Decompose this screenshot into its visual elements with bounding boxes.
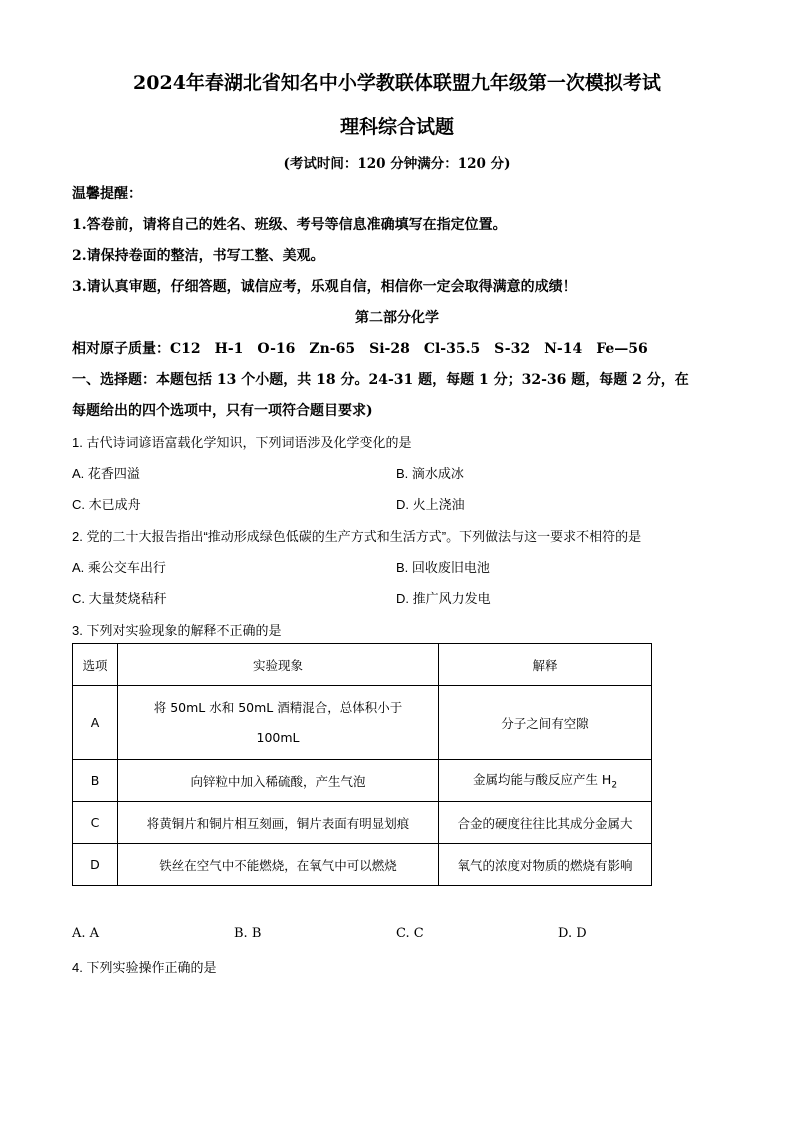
question-1-option-c: C. 木已成舟 — [72, 497, 141, 512]
table-row — [73, 802, 652, 844]
instructions-line-1: 一、选择题：本题包括 13 个小题，共 18 分。24-31 题，每题 1 分；32-36 题，每题 2 分，在 — [72, 372, 689, 388]
table-cell-explanation: 合金的硬度往往比其成分金属大 — [439, 802, 652, 844]
explanation-subscript: 2 — [611, 780, 618, 791]
table-cell-explanation: 分子之间有空隙 — [439, 686, 652, 760]
exam-subtitle: 理科综合试题 — [339, 116, 454, 138]
question-4-stem: 4. 下列实验操作正确的是 — [72, 960, 217, 975]
table-row — [73, 760, 652, 802]
question-3-option-b: B. B — [234, 926, 262, 941]
reminder-item-3: 3.请认真审题，仔细答题，诚信应考，乐观自信，相信你一定会取得满意的成绩！ — [72, 279, 577, 295]
question-3-table — [72, 643, 652, 886]
table-cell-option: A — [73, 686, 118, 760]
question-1-option-d: D. 火上浇油 — [396, 497, 465, 512]
table-row — [73, 686, 652, 760]
exam-info: (考试时间：120 分钟满分：120 分) — [283, 156, 511, 172]
section-title: 第二部分化学 — [355, 310, 439, 326]
question-2-option-c: C. 大量焚烧秸秆 — [72, 591, 167, 606]
question-1-option-b: B. 滴水成冰 — [396, 466, 464, 481]
question-3-stem: 3. 下列对实验现象的解释不正确的是 — [72, 623, 282, 638]
table-cell-phenomenon: 向锌粒中加入稀硫酸，产生气泡 — [118, 760, 439, 802]
atomic-masses: 相对原子质量：C12 H-1 O-16 Zn-65 Si-28 Cl-35.5 S-32 N-14 Fe—56 — [72, 341, 648, 357]
phenomenon-line-2: 100mL — [256, 729, 300, 745]
reminder-item-1: 1.答卷前，请将自己的姓名、班级、考号等信息准确填写在指定位置。 — [72, 217, 507, 233]
question-2-stem: 2. 党的二十大报告指出“推动形成绿色低碳的生产方式和生活方式”。下列做法与这一要求不相符的是 — [72, 529, 642, 544]
table-header-row — [73, 644, 652, 686]
table-cell-explanation: 氧气的浓度对物质的燃烧有影响 — [439, 844, 652, 886]
explanation-text: 金属均能与酸反应产生 H — [472, 772, 612, 788]
table-cell-phenomenon: 铁丝在空气中不能燃烧，在氧气中可以燃烧 — [118, 844, 439, 886]
table-cell-option: D — [73, 844, 118, 886]
question-2-option-d: D. 推广风力发电 — [396, 591, 491, 606]
table-cell-explanation — [439, 760, 652, 802]
question-1-stem: 1. 古代诗词谚语富载化学知识，下列词语涉及化学变化的是 — [72, 435, 412, 450]
table-cell-option: B — [73, 760, 118, 802]
table-cell-phenomenon: 将黄铜片和铜片相互刻画，铜片表面有明显划痕 — [118, 802, 439, 844]
table-cell-option: C — [73, 802, 118, 844]
question-3-option-a: A. A — [72, 926, 100, 941]
exam-title: 2024年春湖北省知名中小学教联体联盟九年级第一次模拟考试 — [133, 72, 661, 94]
instructions-line-2: 每题给出的四个选项中，只有一项符合题目要求) — [72, 403, 373, 419]
table-header-explanation: 解释 — [439, 644, 652, 686]
table-header-option: 选项 — [73, 644, 118, 686]
question-2-option-a: A. 乘公交车出行 — [72, 560, 166, 575]
reminder-item-2: 2.请保持卷面的整洁，书写工整、美观。 — [72, 248, 325, 264]
question-1-option-a: A. 花香四溢 — [72, 466, 140, 481]
table-cell-phenomenon — [118, 686, 439, 760]
question-3-option-c: C. C — [396, 926, 424, 941]
table-row — [73, 844, 652, 886]
table-header-phenomenon: 实验现象 — [118, 644, 439, 686]
phenomenon-line-1: 将 50mL 水和 50mL 酒精混合，总体积小于 — [153, 699, 403, 715]
question-2-option-b: B. 回收废旧电池 — [396, 560, 490, 575]
question-3-option-d: D. D — [558, 926, 587, 941]
reminder-heading: 温馨提醒： — [72, 186, 142, 202]
